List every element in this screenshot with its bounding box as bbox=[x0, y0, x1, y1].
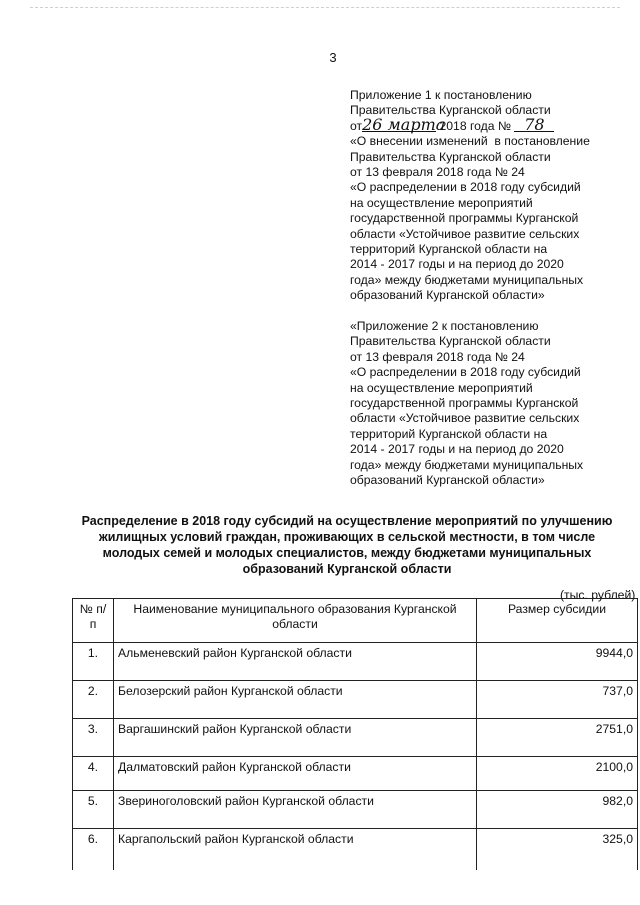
row-municipality: Варгашинский район Курганской области bbox=[114, 719, 477, 757]
handwritten-date: 26 марта bbox=[362, 114, 446, 134]
row-amount: 982,0 bbox=[477, 791, 638, 829]
units-label: (тыс. рублей) bbox=[560, 588, 636, 602]
handwritten-number: 78 bbox=[514, 119, 554, 132]
appendix-1-line-1: Приложение 1 к постановлению bbox=[350, 88, 532, 102]
table-header-row bbox=[73, 599, 638, 643]
appendix-2-header: «Приложение 2 к постановлению Правительства Курганской области от 13 февраля 2018 года № 24 «О распределении в 2018 году субсидий на осуществление мероприятий государственной программы Курганской области «Устойчивое развитие сельских территорий Курганской области на 2014 - 2017 годы и на период до 2020 года» между бюджетами муниципальных образований Курганской области» bbox=[350, 319, 584, 488]
subsidy-table bbox=[72, 598, 638, 870]
scan-top-edge bbox=[30, 7, 620, 8]
appendix-1-line-2: Правительства Курганской области bbox=[350, 103, 551, 118]
row-number: 4. bbox=[73, 757, 114, 791]
header-municipality: Наименование муниципального образования Курганской области bbox=[114, 599, 477, 643]
table-row bbox=[73, 719, 638, 757]
appendix-1-header bbox=[350, 88, 620, 304]
page-number: 3 bbox=[329, 50, 337, 65]
row-municipality: Далматовский район Курганской области bbox=[114, 757, 477, 791]
table-row bbox=[73, 757, 638, 791]
row-municipality: Звериноголовский район Курганской области bbox=[114, 791, 477, 829]
table-row bbox=[73, 643, 638, 681]
row-amount: 737,0 bbox=[477, 681, 638, 719]
row-number: 5. bbox=[73, 791, 114, 829]
row-municipality: Каргапольский район Курганской области bbox=[114, 829, 477, 871]
row-municipality: Белозерский район Курганской области bbox=[114, 681, 477, 719]
row-amount: 2751,0 bbox=[477, 719, 638, 757]
row-number: 6. bbox=[73, 829, 114, 871]
row-amount: 325,0 bbox=[477, 829, 638, 871]
appendix-1-date-prefix: от bbox=[350, 118, 363, 133]
document-title: Распределение в 2018 году субсидий на осуществление мероприятий по улучшению жилищных условий граждан, проживающих в сельской местности, в том числе молодых семей и молодых специалистов, между бюджетами муниципальных образований Курганской области bbox=[81, 514, 613, 576]
row-municipality: Альменевский район Курганской области bbox=[114, 643, 477, 681]
appendix-1-body: «О внесении изменений в постановление Правительства Курганской области от 13 февраля 2018 года № 24 «О распределении в 2018 году субсидий на осуществление мероприятий государственной программы Курганской области «Устойчивое развитие сельских территорий Курганской области на 2014 - 2017 годы и на период до 2020 года» между бюджетами муниципальных образований Курганской области» bbox=[350, 134, 590, 303]
header-number: № п/п bbox=[73, 599, 114, 643]
table-row bbox=[73, 829, 638, 871]
table-row bbox=[73, 791, 638, 829]
appendix-1-date-middle: 2018 года № bbox=[439, 118, 512, 133]
row-number: 3. bbox=[73, 719, 114, 757]
row-amount: 2100,0 bbox=[477, 757, 638, 791]
row-number: 2. bbox=[73, 681, 114, 719]
row-amount: 9944,0 bbox=[477, 643, 638, 681]
table-row bbox=[73, 681, 638, 719]
header-subsidy-amount: Размер субсидии bbox=[477, 599, 638, 643]
row-number: 1. bbox=[73, 643, 114, 681]
